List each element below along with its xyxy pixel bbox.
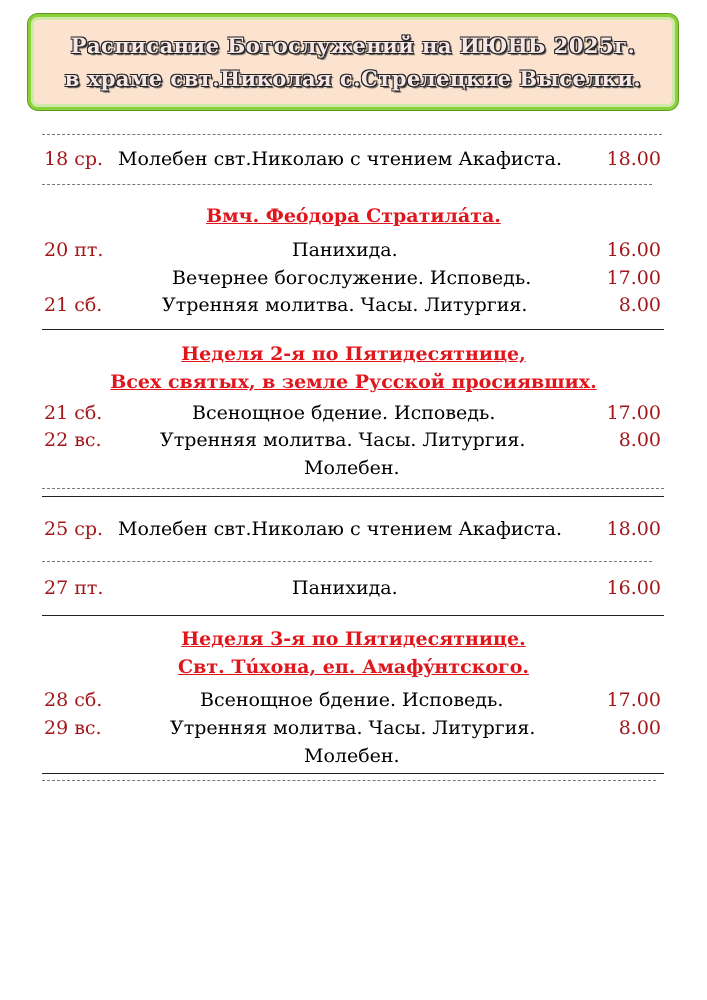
schedule-row bbox=[0, 294, 707, 324]
feast-title: Свт. Тúхона, еп. Амафýнтского. bbox=[178, 656, 529, 678]
title-line-2: в храме свт.Николая с.Стрелецкие Выселки. bbox=[64, 66, 642, 91]
entry-service: Утренняя молитва. Часы. Литургия. bbox=[162, 294, 528, 316]
entry-service: Всенощное бдение. Исповедь. bbox=[200, 689, 504, 711]
schedule-row bbox=[0, 745, 707, 775]
entry-date: 21 сб. bbox=[44, 402, 103, 424]
entry-date: 28 сб. bbox=[44, 689, 103, 711]
entry-time: 8.00 bbox=[618, 717, 661, 739]
entry-date: 18 ср. bbox=[44, 148, 104, 170]
entry-service: Панихида. bbox=[292, 239, 398, 261]
entry-time: 16.00 bbox=[606, 577, 661, 599]
divider bbox=[42, 773, 664, 774]
title-banner bbox=[28, 14, 678, 110]
entry-date: 29 вс. bbox=[44, 717, 102, 739]
entry-date: 25 ср. bbox=[44, 518, 104, 540]
divider bbox=[42, 561, 652, 562]
entry-date: 27 пт. bbox=[44, 577, 104, 599]
entry-time: 8.00 bbox=[618, 429, 661, 451]
entry-date: 22 вс. bbox=[44, 429, 102, 451]
entry-date: 20 пт. bbox=[44, 239, 104, 261]
schedule-row bbox=[0, 148, 707, 178]
divider bbox=[42, 329, 664, 330]
divider bbox=[42, 615, 664, 616]
entry-service: Панихида. bbox=[292, 577, 398, 599]
entry-service: Утренняя молитва. Часы. Литургия. bbox=[160, 429, 526, 451]
schedule-row bbox=[0, 429, 707, 459]
divider bbox=[42, 134, 662, 135]
divider bbox=[42, 496, 664, 497]
entry-service: Молебен свт.Николаю с чтением Акафиста. bbox=[118, 518, 563, 540]
feast-title: Всех святых, в земле Русской просиявших. bbox=[110, 371, 597, 393]
entry-service: Молебен. bbox=[304, 745, 400, 767]
schedule-row bbox=[0, 577, 707, 607]
entry-time: 18.00 bbox=[606, 148, 661, 170]
schedule-row bbox=[0, 267, 707, 297]
feast-title: Неделя 3-я по Пятидесятнице. bbox=[181, 628, 526, 650]
divider bbox=[42, 780, 656, 781]
entry-service: Молебен свт.Николаю с чтением Акафиста. bbox=[118, 148, 563, 170]
entry-service: Всенощное бдение. Исповедь. bbox=[192, 402, 496, 424]
entry-date: 21 сб. bbox=[44, 294, 103, 316]
schedule-row bbox=[0, 518, 707, 548]
divider bbox=[42, 184, 652, 185]
title-line-1: Расписание Богослужений на ИЮНЬ 2025г. bbox=[70, 33, 636, 58]
entry-service: Вечернее богослужение. Исповедь. bbox=[172, 267, 532, 289]
entry-time: 18.00 bbox=[606, 518, 661, 540]
schedule-row bbox=[0, 239, 707, 269]
entry-service: Утренняя молитва. Часы. Литургия. bbox=[170, 717, 536, 739]
entry-time: 17.00 bbox=[606, 267, 661, 289]
schedule-row bbox=[0, 689, 707, 719]
entry-time: 17.00 bbox=[606, 402, 661, 424]
feast-title: Неделя 2-я по Пятидесятнице, bbox=[181, 343, 526, 365]
entry-time: 17.00 bbox=[606, 689, 661, 711]
schedule-row bbox=[0, 457, 707, 487]
feast-title: Вмч. Феóдора Стратилáта. bbox=[206, 205, 501, 227]
divider bbox=[42, 488, 664, 489]
schedule-row bbox=[0, 717, 707, 747]
entry-service: Молебен. bbox=[304, 457, 400, 479]
entry-time: 16.00 bbox=[606, 239, 661, 261]
schedule-row bbox=[0, 402, 707, 432]
entry-time: 8.00 bbox=[618, 294, 661, 316]
